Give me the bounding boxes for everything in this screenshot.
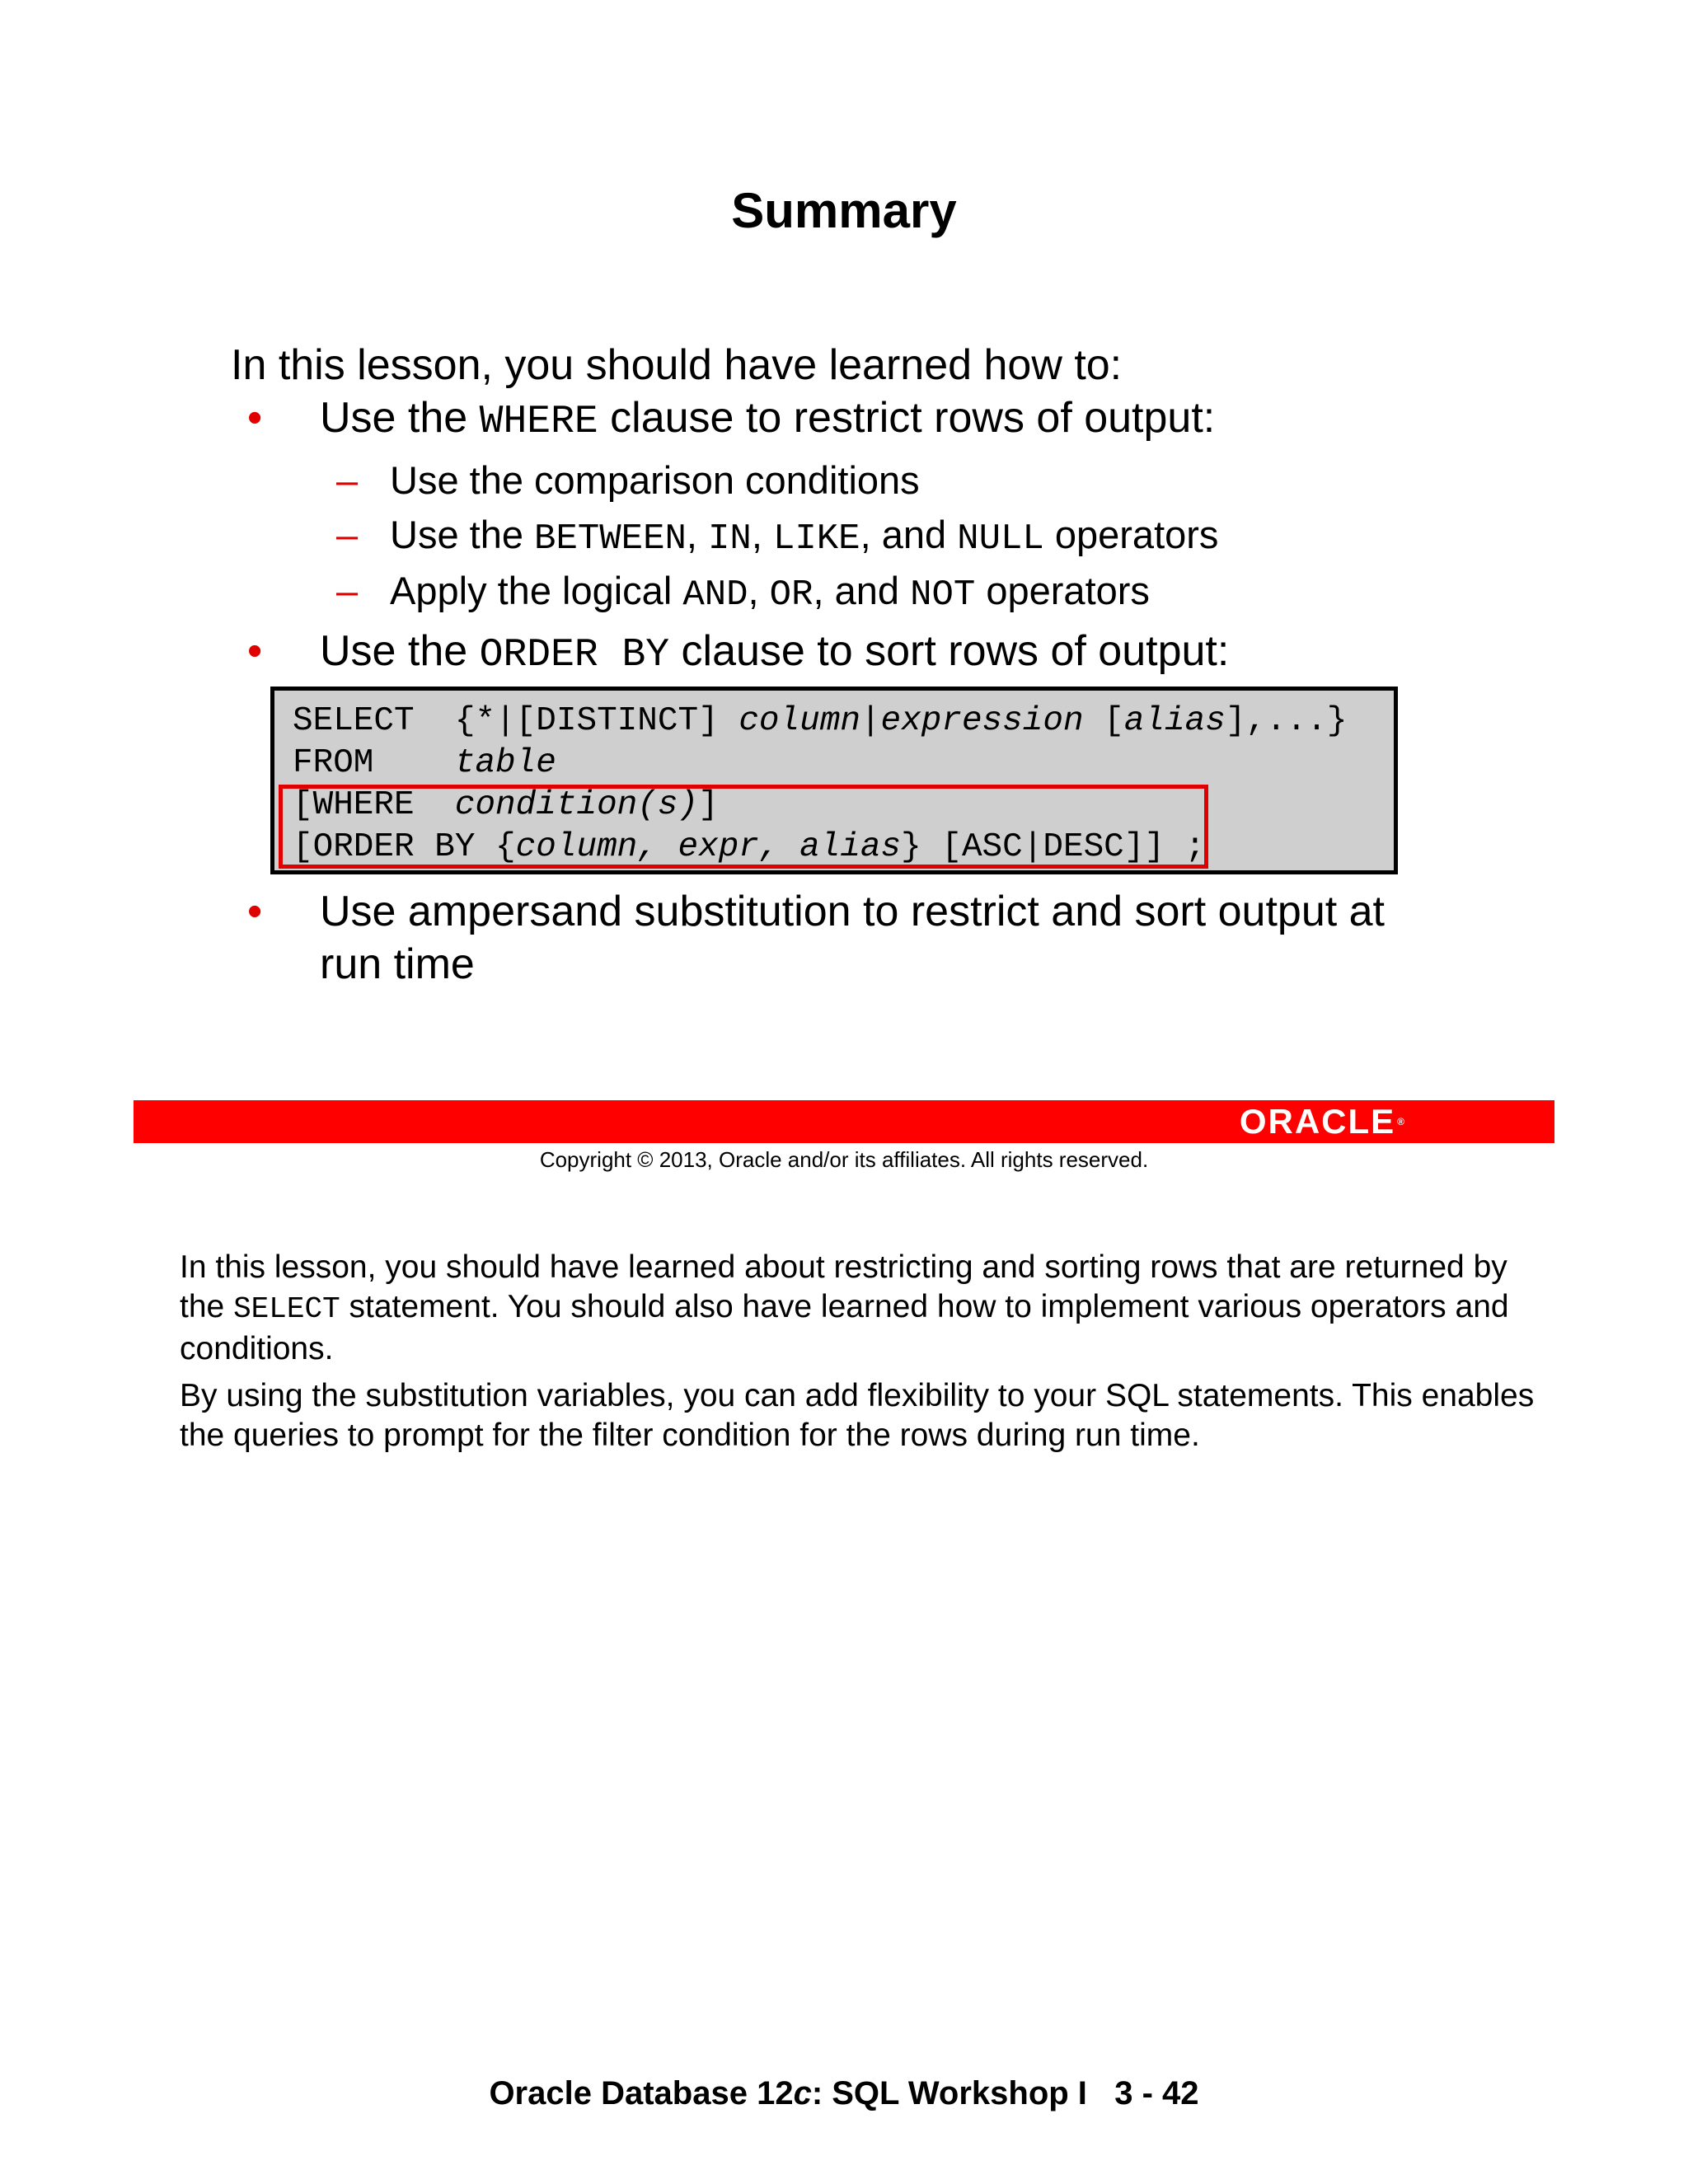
bullet-text: clause to restrict rows of output: <box>598 394 1216 442</box>
subbullet-logical <box>390 565 1150 621</box>
code-keyword: SELECT <box>293 702 455 740</box>
subbullet-text: , and <box>860 513 958 556</box>
subbullet-comparison: Use the comparison conditions <box>390 458 920 502</box>
code-keyword: OR <box>769 574 814 616</box>
code-keyword: NULL <box>957 518 1044 560</box>
code-line-from <box>293 742 556 785</box>
bullet-text: Use ampersand substitution to restrict and sort output at <box>320 888 1386 935</box>
subbullet-text: operators <box>975 569 1150 612</box>
code-keyword: IN <box>708 518 752 560</box>
code-text: ] <box>698 786 719 824</box>
notes-paragraph-1 <box>180 1248 1540 1369</box>
page-footer <box>0 2070 1688 2116</box>
bullet-text: Use the <box>320 627 480 675</box>
bullet-where <box>320 389 1215 451</box>
code-placeholder: column, expr, alias <box>515 828 902 866</box>
code-placeholder: table <box>454 744 556 782</box>
code-keyword: LIKE <box>772 518 860 560</box>
code-keyword: FROM <box>293 744 455 782</box>
subbullet-operators <box>390 509 1218 565</box>
oracle-logo <box>1240 1104 1406 1140</box>
footer-text: c <box>793 2075 812 2111</box>
intro-text: In this lesson, you should have learned how to: <box>231 341 1123 389</box>
dash-icon: – <box>336 513 359 556</box>
subbullet-text: , <box>686 513 709 556</box>
code-line-select <box>293 700 1347 743</box>
page-title: Summary <box>731 183 957 238</box>
subbullet-text: Apply the logical <box>390 569 683 612</box>
footer-text: Oracle Database 12 <box>489 2075 794 2111</box>
subbullet-text: , <box>748 569 770 612</box>
notes-paragraph-2: By using the substitution variables, you can add flexibility to your SQL statements. This enables the queries to prompt for the filter condition for the rows during run time. <box>180 1378 1535 1453</box>
subbullet-text: Use the <box>390 513 535 556</box>
brand-bar <box>134 1100 1554 1143</box>
code-text: {*|[DISTINCT] <box>454 702 739 740</box>
bullet-icon: • <box>247 627 263 675</box>
code-text: } [ASC|DESC]] ; <box>901 828 1206 866</box>
bullet-text: clause to sort rows of output: <box>669 627 1230 675</box>
code-keyword: [WHERE <box>293 786 455 824</box>
subbullet-text: , and <box>813 569 911 612</box>
dash-icon: – <box>336 458 359 502</box>
bullet-icon: • <box>247 394 263 442</box>
code-placeholder: alias <box>1123 702 1226 740</box>
code-keyword: AND <box>682 574 748 616</box>
subbullet-text: , <box>751 513 773 556</box>
trademark-mark: ® <box>1397 1116 1406 1127</box>
dash-icon: – <box>336 569 359 612</box>
where-order-by-highlight <box>279 785 1208 869</box>
code-keyword: ORDER BY <box>479 633 670 677</box>
bullet-text: run time <box>320 940 475 988</box>
footer-text: : SQL Workshop I 3 - 42 <box>811 2075 1199 2111</box>
code-keyword: SELECT <box>233 1292 340 1326</box>
logo-text: ORACLE <box>1239 1102 1396 1141</box>
code-placeholder: column|expression <box>738 702 1084 740</box>
bullet-order-by <box>320 622 1229 684</box>
bullet-substitution <box>320 883 1385 993</box>
code-keyword: [ORDER BY { <box>293 828 516 866</box>
bullet-text: Use the <box>320 394 480 442</box>
code-placeholder: condition(s) <box>454 786 699 824</box>
code-keyword: BETWEEN <box>534 518 687 560</box>
code-text: [ <box>1083 702 1124 740</box>
notes-text: statement. You should also have learned how to implement various operators and conditions. <box>180 1289 1509 1366</box>
copyright-notice: Copyright © 2013, Oracle and/or its affiliates. All rights reserved. <box>539 1147 1149 1172</box>
code-text: ],...} <box>1225 702 1348 740</box>
code-keyword: NOT <box>910 574 976 616</box>
code-keyword: WHERE <box>479 400 598 444</box>
subbullet-text: operators <box>1043 513 1219 556</box>
bullet-icon: • <box>247 888 263 935</box>
notes-text: In this lesson, you should have learned about restricting and sorting rows that are returned by the <box>180 1249 1507 1324</box>
